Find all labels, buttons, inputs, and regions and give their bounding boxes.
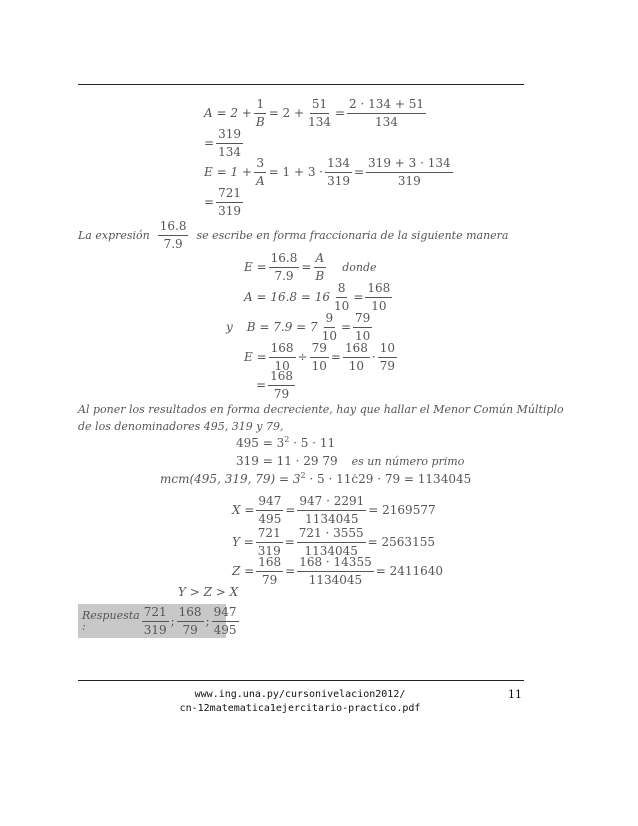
eq-e-mid: = 1 + 3 · — [268, 165, 324, 180]
fraction: $\frac{721}{319}$ — [143, 604, 167, 637]
fraction: $\frac{168}{79}$ — [258, 555, 282, 587]
factorization-495: $495 = 3^2 \cdot 5 \cdot 11$ — [236, 435, 336, 450]
fraction: $\frac{2 \cdot 134 + 51}{134}$ — [349, 97, 424, 129]
fraction: $\frac{947 \cdot 2291}{1134045}$ — [299, 494, 365, 526]
fraction: $\frac{168}{10}$ — [367, 281, 391, 313]
equation-e-division — [244, 342, 399, 372]
note-donde: donde — [342, 260, 377, 274]
equation-e-decimal — [244, 252, 377, 282]
fraction: $\frac{9}{10}$ — [321, 311, 337, 343]
equals-sign: = — [284, 535, 295, 550]
answer-label: Respuesta : — [82, 609, 140, 633]
equals-sign: = — [353, 290, 364, 305]
equation-a-decimal — [244, 282, 394, 312]
equation-z: Z = $\frac{168}{79}$ = $\frac{168 \cdot 14355}{1134045}$ = 2411640 — [232, 555, 444, 587]
eq-lhs: B = 7.9 = 7 — [246, 320, 318, 335]
footer-url-line-1[interactable]: www.ing.una.py/cursonivelacion2012/ — [194, 689, 406, 700]
fraction: $\frac{A}{B}$ — [315, 251, 325, 283]
fraction: $\frac{721 \cdot 3555}{1134045}$ — [298, 526, 364, 558]
equals-sign: = — [330, 350, 341, 365]
text-expression — [78, 220, 508, 250]
fraction: $\frac{10}{79}$ — [379, 341, 395, 373]
fraction: $\frac{168}{79}$ — [178, 604, 202, 637]
equation-a-result — [204, 128, 245, 158]
equation-e-final — [256, 370, 297, 400]
factorization-319: 319 = 11 · 29 79 es un número primo — [236, 454, 465, 468]
fraction: $\frac{16.8}{7.9}$ — [270, 251, 298, 283]
fraction: $\frac{319}{134}$ — [218, 127, 241, 159]
equals-sign: = — [285, 564, 296, 579]
equation-b-decimal — [226, 312, 374, 342]
equals-sign: = — [353, 165, 365, 180]
equals-sign: = — [301, 260, 312, 275]
equals-sign: = — [340, 320, 352, 335]
equals-sign: = — [204, 195, 215, 210]
fraction: $\frac{16.8}{7.9}$ — [159, 219, 187, 251]
fraction: $\frac{721}{319}$ — [257, 526, 281, 558]
paragraph-line-1: Al poner los resultados en forma decreciente, hay que hallar el Menor Común Múltiplo — [78, 403, 564, 416]
fraction: $\frac{79}{10}$ — [355, 311, 371, 343]
text-pre: La expresión — [78, 228, 150, 242]
note-prime: es un número primo — [351, 454, 465, 468]
eq-lhs: E = — [244, 350, 267, 365]
fraction: $\frac{168 \cdot 14355}{1134045}$ — [299, 555, 372, 587]
answer-box: Respuesta : $\frac{721}{319}$ ; $\frac{168}{79}$ ; $\frac{947}{495}$ — [78, 604, 226, 638]
equation-x: X = $\frac{947}{495}$ = $\frac{947 \cdot 2291}{1134045}$ = 2169577 — [232, 494, 436, 526]
fraction: $\frac{168}{79}$ — [270, 369, 293, 401]
fraction: $\frac{721}{319}$ — [218, 186, 241, 218]
paragraph-line-2: de los denominadores 495, 319 y 79, — [78, 420, 284, 433]
division-sign: ÷ — [297, 350, 308, 365]
equals-sign: = — [204, 136, 215, 151]
fraction: $\frac{1}{B}$ — [255, 97, 265, 129]
dot-sign: · — [371, 350, 376, 365]
fraction: $\frac{79}{10}$ — [311, 341, 327, 373]
conjunction-y: y — [226, 320, 233, 335]
fraction: $\frac{8}{10}$ — [334, 281, 350, 313]
paragraph-mcm — [78, 401, 564, 435]
fraction: $\frac{168}{10}$ — [344, 341, 368, 373]
eq-a-mid: = 2 + — [268, 106, 305, 121]
equation-e-result — [204, 187, 245, 217]
eq-lhs: A = 16.8 = 16 — [244, 290, 331, 305]
equation-e — [204, 157, 455, 187]
fraction: $\frac{168}{10}$ — [270, 341, 294, 373]
fraction: $\frac{3}{A}$ — [255, 156, 265, 188]
equation-mcm: mcm(495, 319, $79) = 3^2 \cdot 5$ · 11ċ29 · 79 = 1134045 — [160, 471, 472, 486]
eq-lhs: E = — [244, 260, 267, 275]
eq-a-lhs: A = 2 + — [204, 106, 252, 121]
order-relation: Y > Z > X — [178, 585, 239, 599]
footer-url[interactable] — [120, 688, 480, 716]
fraction: $\frac{947}{495}$ — [213, 604, 237, 637]
top-rule — [78, 84, 524, 85]
equals-sign: = — [285, 503, 296, 518]
fraction: $\frac{947}{495}$ — [258, 494, 282, 526]
text-post: se escribe en forma fraccionaria de la siguiente manera — [196, 228, 509, 242]
equation-a — [204, 98, 428, 128]
fraction: $\frac{134}{319}$ — [327, 156, 350, 188]
equals-sign: = — [334, 106, 346, 121]
footer-url-line-2[interactable]: cn-12matematica1ejercitario-practico.pdf — [179, 703, 421, 714]
bottom-rule — [78, 680, 524, 681]
eq-e-lhs: E = 1 + — [204, 165, 252, 180]
page-number: 11 — [508, 688, 522, 701]
fraction: $\frac{319 + 3 \cdot 134}{319}$ — [368, 156, 451, 188]
equals-sign: = — [256, 378, 267, 393]
equation-y: Y = $\frac{721}{319}$ = $\frac{721 \cdot 3555}{1134045}$ = 2563155 — [232, 526, 435, 558]
fraction: $\frac{51}{134}$ — [308, 97, 331, 129]
